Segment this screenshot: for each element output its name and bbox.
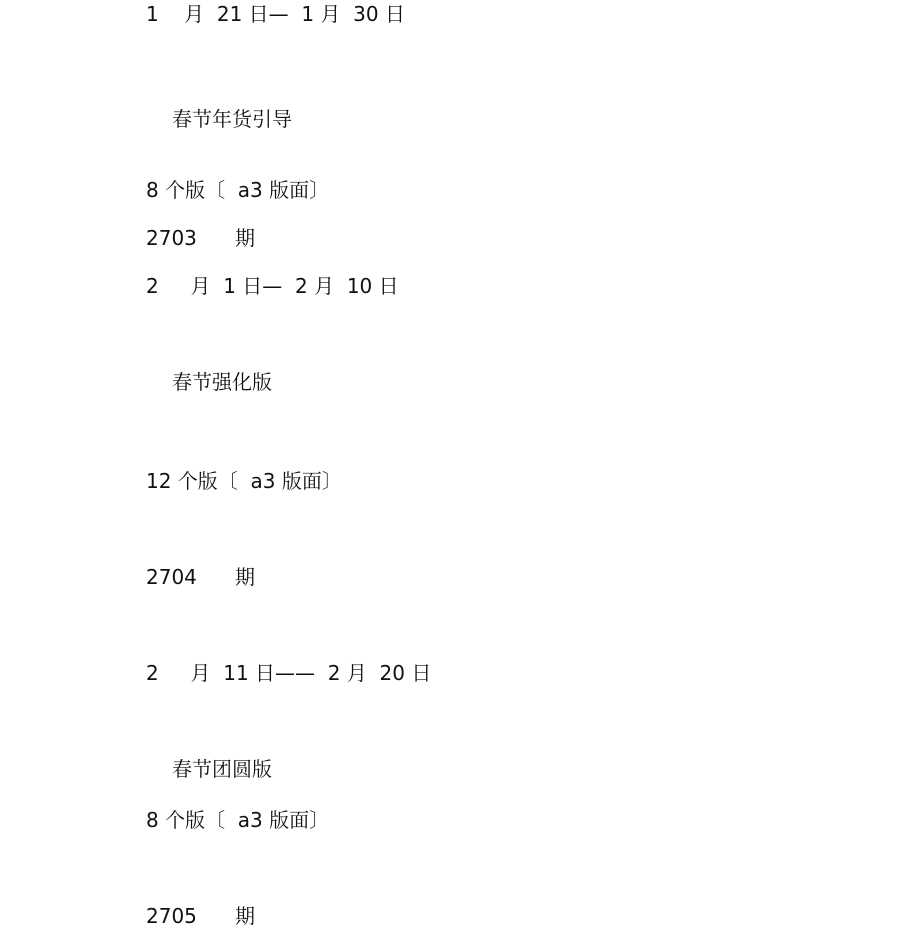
page-count-2: 12 个版〔 a3 版面〕 <box>146 469 342 493</box>
issue-number-1: 2703 期 <box>146 226 256 250</box>
issue-number-3: 2705 期 <box>146 904 256 928</box>
issue-number-2: 2704 期 <box>146 565 256 589</box>
page-count-1: 8 个版〔 a3 版面〕 <box>146 178 330 202</box>
section-title-3: 春节团圆版 <box>172 757 272 781</box>
page-count-3: 8 个版〔 a3 版面〕 <box>146 808 330 832</box>
section-title-1: 春节年货引导 <box>172 107 292 131</box>
section-title-2: 春节强化版 <box>172 370 272 394</box>
date-range-2: 2 月 1 日— 2 月 10 日 <box>146 274 399 298</box>
date-range-1: 1 月 21 日— 1 月 30 日 <box>146 2 405 26</box>
date-range-3: 2 月 11 日—— 2 月 20 日 <box>146 661 432 685</box>
